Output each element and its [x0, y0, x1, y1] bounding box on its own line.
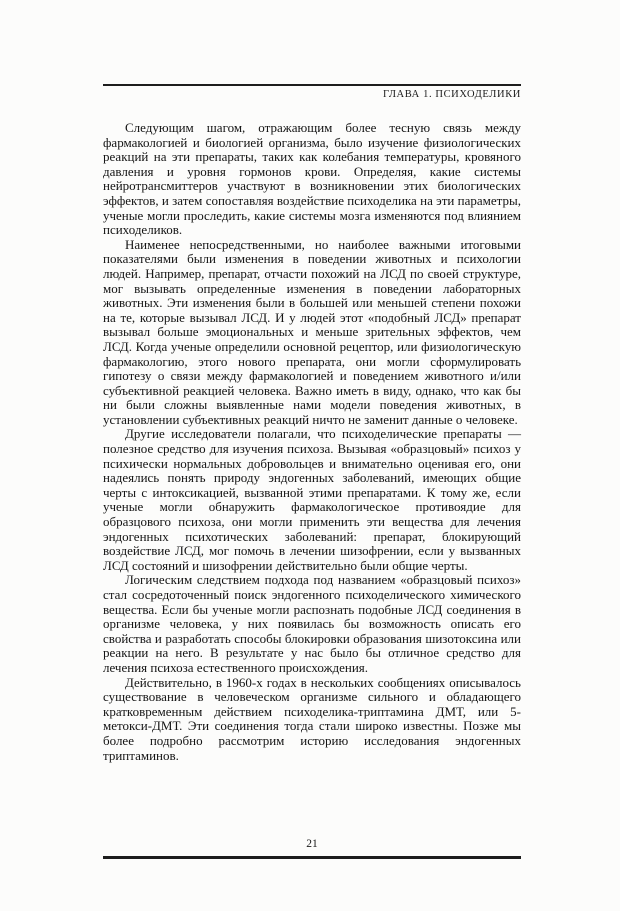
page-content	[103, 121, 521, 763]
footer-rule	[103, 856, 521, 859]
paragraph: Другие исследователи полагали, что психоделические препараты — полезное средство для изучения психоза. Вызывая «образцовый» психоз у психически нормальных добровольцев и внимательно оценивая его, они надеялись понять природу эндогенных заболеваний, имеющих общие черты с интоксикацией, вызванной этими препаратами. К тому же, если ученые могли обнаружить фармакологическое противоядие для образцового психоза, они могли применить эти вещества для лечения эндогенных психотических заболеваний: препарат, блокирующий воздействие ЛСД, мог помочь в лечении шизофрении, если у вызванных ЛСД состояний и шизофрении действительно были общие черты.	[103, 426, 521, 573]
chapter-title: ГЛАВА 1. ПСИХОДЕЛИКИ	[382, 89, 521, 100]
paragraph: Наименее непосредственными, но наиболее важными итоговыми показателями были изменения в поведении животных и психологии людей. Например, препарат, отчасти похожий на ЛСД по своей структуре, мог вызывать определенные изменения в поведении лабораторных животных. Эти изменения были в большей или меньшей степени похожи на те, которые вызывал ЛСД. И у людей этот «подобный ЛСД» препарат вызывал больше эмоциональных и меньше зрительных эффектов, чем ЛСД. Когда ученые определили основной рецептор, или физиологическую фармакологию, этого нового препарата, они могли сформулировать гипотезу о связи между фармакологией и поведением животного и/или субъективной реакцией человека. Важно иметь в виду, однако, что как бы ни были сложны выявленные нами модели поведения животных, в установлении субъективных реакций ничто не заменит данные о человеке.	[103, 236, 521, 427]
paragraph: Логическим следствием подхода под названием «образцовый психоз» стал сосредоточенный поиск эндогенного психоделического химического вещества. Если бы ученые могли распознать подобные ЛСД соединения в организме человека, у них появилась бы возможность описать его свойства и разработать способы блокировки образования шизотоксина или реакции на него. В результате у нас было бы отличное средство для лечения психоза естественного происхождения.	[103, 572, 521, 675]
page-number: 21	[306, 838, 318, 850]
paragraph: Действительно, в 1960-х годах в нескольких сообщениях описывалось существование в человеческом организме сильного и обладающего кратковременным действием психоделика-триптамина ДМТ, или 5-метокси-ДМТ. Эти соединения тогда стали широко известны. Позже мы более подробно рассмотрим историю исследования эндогенных триптаминов.	[103, 674, 521, 763]
header-rule	[103, 84, 521, 86]
paragraph: Следующим шагом, отражающим более тесную связь между фармакологией и биологией организма, было изучение физиологических реакций на эти препараты, таких как колебания температуры, кровяного давления и уровня гормонов крови. Определяя, какие системы нейротрансмиттеров участвуют в возникновении этих биологических эффектов, и затем сопоставляя воздействие психоделика на эти параметры, ученые могли проследить, какие системы мозга изменяются под влиянием психоделиков.	[103, 120, 521, 238]
